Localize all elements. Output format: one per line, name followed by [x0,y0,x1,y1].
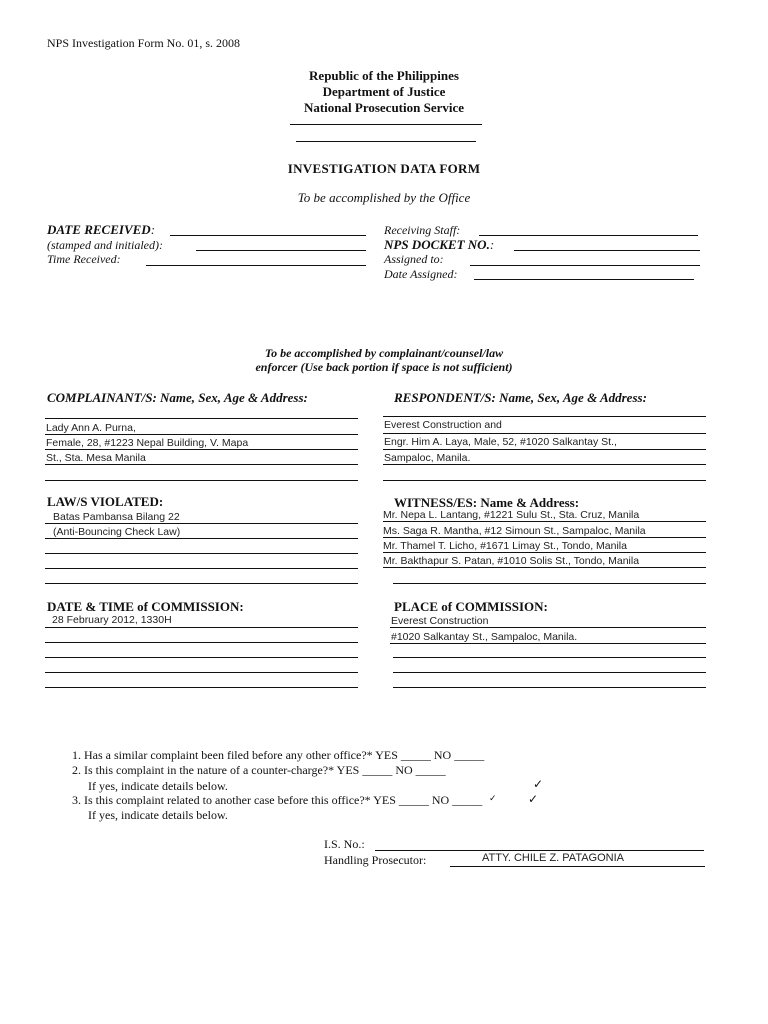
question-3: 3. Is this complaint related to another case before this office?* YES _____ NO _____ [72,793,483,807]
place-line-4[interactable] [393,672,706,673]
header-underline-2 [296,141,476,142]
date-received-label: DATE RECEIVED [47,222,151,237]
datetime-line-5[interactable] [45,687,358,688]
receiving-staff-field[interactable] [479,235,698,236]
witness-value-2: Ms. Saga R. Mantha, #12 Simoun St., Sampaloc, Manila [383,525,646,537]
q3-small-check-icon: ✓ [489,794,497,804]
complainant-line-0[interactable] [45,418,358,419]
form-subtitle: To be accomplished by the Office [297,190,471,205]
instruction-line-2: enforcer (Use back portion if space is not sufficient) [255,360,513,374]
complainant-line-2[interactable] [45,449,358,450]
question-3-note: If yes, indicate details below. [88,808,228,822]
place-line-2[interactable] [390,643,706,644]
witness-line-5[interactable] [393,583,706,584]
assigned-to-field[interactable] [470,265,700,266]
laws-line-2[interactable] [45,538,358,539]
datetime-line-1[interactable] [45,627,358,628]
complainant-line-4[interactable] [45,480,358,481]
respondent-line-3[interactable] [383,464,706,465]
date-assigned-label: Date Assigned: [384,267,458,281]
question-1: 1. Has a similar complaint been filed before any other office?* YES _____ NO _____ [72,748,485,762]
complainant-value-3: St., Sta. Mesa Manila [46,452,146,464]
laws-label: LAW/S VIOLATED: [47,494,164,509]
laws-value-1: Batas Pambansa Bilang 22 [53,511,180,523]
laws-value-2: (Anti-Bouncing Check Law) [53,526,181,538]
date-received-row: DATE RECEIVED: [47,222,156,237]
datetime-line-3[interactable] [45,657,358,658]
respondent-value-3: Sampaloc, Manila. [384,452,471,464]
handling-prosecutor-field[interactable] [450,866,705,867]
witness-line-4[interactable] [383,567,706,568]
handling-prosecutor-value: ATTY. CHILE Z. PATAGONIA [482,852,625,864]
datetime-value: 28 February 2012, 1330H [52,614,172,626]
header-nps: National Prosecution Service [303,100,465,115]
datetime-line-2[interactable] [45,642,358,643]
header-department: Department of Justice [322,84,446,99]
stamped-field[interactable] [196,250,366,251]
stamped-label: (stamped and initialed): [47,238,163,252]
is-no-field[interactable] [375,850,704,851]
witness-line-1[interactable] [383,521,706,522]
header-underline-1 [290,124,482,125]
is-no-label: I.S. No.: [324,837,365,851]
date-received-field[interactable] [170,235,366,236]
witness-line-3[interactable] [383,552,706,553]
place-label: PLACE of COMMISSION: [394,599,548,614]
witness-value-1: Mr. Nepa L. Lantang, #1221 Sulu St., Sta. Cruz, Manila [383,509,640,521]
witness-value-3: Mr. Thamel T. Licho, #1671 Limay St., Tondo, Manila [383,540,627,552]
place-value-1: Everest Construction [391,615,489,627]
header-republic: Republic of the Philippines [309,68,459,83]
laws-line-5[interactable] [45,583,358,584]
complainant-value-1: Lady Ann A. Purna, [46,422,136,434]
assigned-to-label: Assigned to: [384,252,444,266]
instruction-line-1: To be accomplished by complainant/counsel/law [264,346,504,360]
q3-no-check-icon: ✓ [528,792,539,806]
complainant-label: COMPLAINANT/S: Name, Sex, Age & Address: [47,390,308,405]
place-line-5[interactable] [393,687,706,688]
question-2-note: If yes, indicate details below. [88,779,228,793]
complainant-line-3[interactable] [45,464,358,465]
datetime-label: DATE & TIME of COMMISSION: [47,599,244,614]
respondent-line-1[interactable] [383,433,706,434]
respondent-label: RESPONDENT/S: Name, Sex, Age & Address: [394,390,647,405]
docket-label: NPS DOCKET NO. [384,237,490,252]
q2-no-check-icon: ✓ [533,777,544,791]
form-title: INVESTIGATION DATA FORM [287,161,481,176]
witness-value-4: Mr. Bakthapur S. Patan, #1010 Solis St., Tondo, Manila [383,555,640,567]
docket-row: NPS DOCKET NO.: [384,237,495,252]
datetime-line-4[interactable] [45,672,358,673]
complainant-line-1[interactable] [45,434,358,435]
question-2: 2. Is this complaint in the nature of a counter-charge?* YES _____ NO _____ [72,763,446,777]
respondent-line-2[interactable] [383,449,706,450]
complainant-value-2: Female, 28, #1223 Nepal Building, V. Mapa [46,437,249,449]
handling-prosecutor-label: Handling Prosecutor: [324,853,427,867]
docket-field[interactable] [514,250,700,251]
form-number: NPS Investigation Form No. 01, s. 2008 [47,36,241,50]
time-received-label: Time Received: [47,252,121,266]
place-line-3[interactable] [393,657,706,658]
respondent-line-0[interactable] [383,416,706,417]
laws-line-3[interactable] [45,553,358,554]
date-assigned-field[interactable] [474,279,694,280]
place-value-2: #1020 Salkantay St., Sampaloc, Manila. [391,631,578,643]
respondent-line-4[interactable] [383,480,706,481]
place-line-1[interactable] [390,627,706,628]
laws-line-1[interactable] [45,523,358,524]
respondent-value-1: Everest Construction and [384,419,502,431]
time-received-field[interactable] [146,265,366,266]
laws-line-4[interactable] [45,568,358,569]
receiving-staff-label: Receiving Staff: [384,223,461,237]
witness-line-2[interactable] [383,537,706,538]
witnesses-label: WITNESS/ES: Name & Address: [394,495,580,510]
respondent-value-2: Engr. Him A. Laya, Male, 52, #1020 Salkantay St., [384,436,617,448]
